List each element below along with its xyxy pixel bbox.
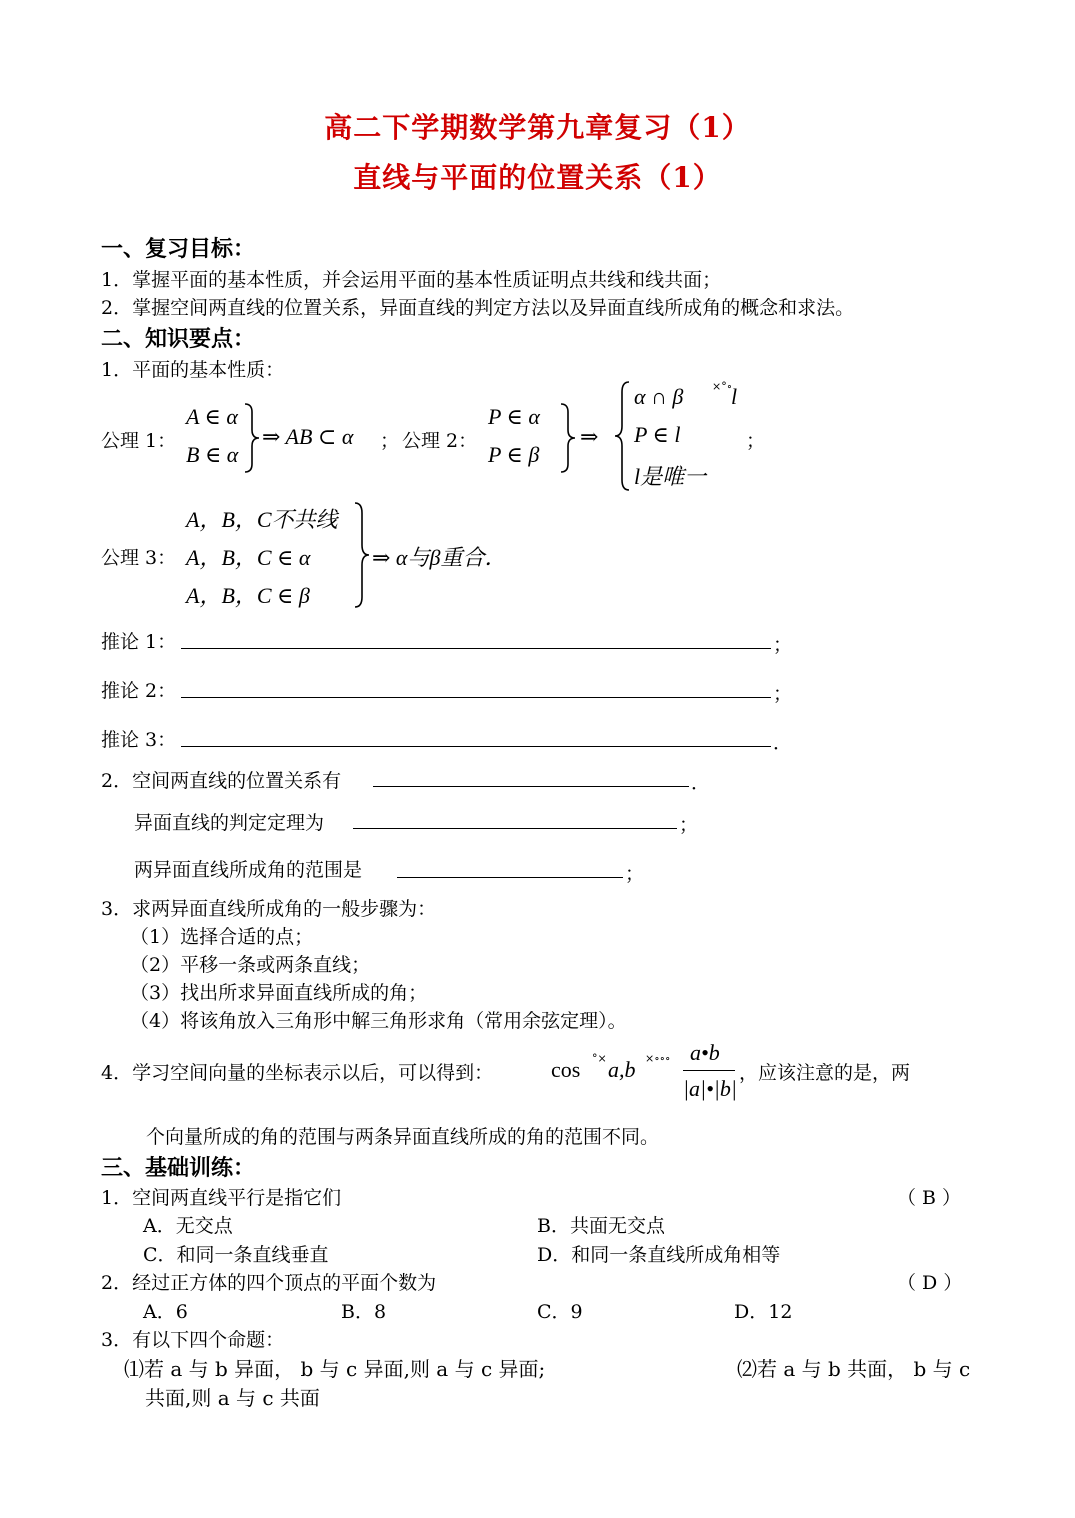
- section2-heading: 二、知识要点：: [101, 326, 256, 352]
- knowledge-item-3: 3．求两异面直线所成角的一般步骤为：: [101, 898, 437, 920]
- axiom3-label: 公理 3：: [101, 547, 177, 569]
- skew-theorem-end: ；: [679, 814, 699, 836]
- knowledge-item-2-end: ．: [691, 772, 711, 794]
- formula-fraction-bar: [683, 1070, 735, 1071]
- axiom3-result: ⇒ α与β重合．: [372, 545, 507, 570]
- knowledge-item-4-cont: 个向量所成的角的范围与两条异面直线所成的角的范围不同。: [146, 1126, 660, 1148]
- q1-stem: 1．空间两直线平行是指它们: [101, 1187, 342, 1209]
- line-relation-blank[interactable]: [373, 786, 689, 787]
- goal-1: 1．掌握平面的基本性质，并会运用平面的基本性质证明点共线和线共面；: [101, 269, 722, 291]
- axiom1-result: ⇒ AB ⊂ α: [262, 424, 354, 449]
- formula-numerator: a•b: [690, 1040, 720, 1065]
- axiom2-intersection: α ∩ β: [634, 384, 684, 409]
- knowledge-item-4-suffix: ，应该注意的是，两: [739, 1062, 911, 1084]
- step-2: （2）平移一条或两条直线；: [130, 954, 371, 976]
- axiom1-brace: [242, 402, 262, 474]
- axiom1-line2: B ∈ α: [186, 442, 239, 467]
- q3-proposition-1: ⑴若 a 与 b 异面， b 与 c 异面,则 a 与 c 异面;: [124, 1357, 546, 1381]
- axiom1-separator: ；: [380, 430, 400, 452]
- garbled-equals-icon: ×°∘: [712, 380, 733, 393]
- q2-option-a[interactable]: A．6: [143, 1301, 188, 1323]
- step-4: （4）将该角放入三角形中解三角形求角（常用余弦定理）。: [130, 1010, 627, 1032]
- section3-heading: 三、基础训练：: [101, 1155, 256, 1181]
- corollary2-label: 推论 2：: [101, 680, 177, 702]
- q1-option-a[interactable]: A．无交点: [143, 1215, 233, 1237]
- corollary1-label: 推论 1：: [101, 631, 177, 653]
- corollary2-blank[interactable]: [181, 697, 771, 698]
- axiom3-brace: [352, 501, 372, 609]
- page-title: 高二下学期数学第九章复习（1）: [324, 111, 751, 144]
- section1-heading: 一、复习目标：: [101, 236, 256, 262]
- axiom2-label: 公理 2：: [402, 430, 478, 452]
- q3-proposition-2: ⑵若 a 与 b 共面， b 与 c: [737, 1357, 971, 1381]
- knowledge-item-2: 2．空间两直线的位置关系有: [101, 770, 342, 792]
- axiom2-unique: l是唯一: [634, 464, 707, 489]
- corollary1-blank[interactable]: [181, 648, 771, 649]
- axiom2-end: ；: [746, 430, 766, 452]
- goal-2: 2．掌握空间两直线的位置关系，异面直线的判定方法以及异面直线所成角的概念和求法。: [101, 297, 855, 319]
- q3-proposition-2-cont: 共面,则 a 与 c 共面: [145, 1386, 320, 1410]
- axiom2-p-in-l: P ∈ l: [634, 422, 681, 447]
- corollary3-label: 推论 3：: [101, 729, 177, 751]
- q3-stem: 3．有以下四个命题：: [101, 1329, 285, 1351]
- axiom3-line1: A，B，C不共线: [186, 507, 338, 532]
- axiom2-line-l: l: [731, 384, 738, 409]
- axiom2-line1: P ∈ α: [488, 404, 540, 429]
- axiom3-line3: A，B，C ∈ β: [186, 583, 310, 608]
- axiom1-line1: A ∈ α: [186, 404, 238, 429]
- garbled-bracket-icon: °×: [592, 1052, 607, 1065]
- axiom2-arrow: ⇒: [580, 424, 599, 449]
- corollary3-end: ．: [773, 732, 793, 754]
- formula-vectors: a,b: [608, 1057, 636, 1082]
- q1-option-d[interactable]: D．和同一条直线所成角相等: [537, 1244, 781, 1266]
- axiom2-line2: P ∈ β: [488, 442, 540, 467]
- page-subtitle: 直线与平面的位置关系（1）: [353, 161, 722, 194]
- axiom1-label: 公理 1：: [101, 430, 177, 452]
- q1-option-b[interactable]: B．共面无交点: [537, 1215, 665, 1237]
- axiom3-line2: A，B，C ∈ α: [186, 545, 311, 570]
- corollary1-end: ；: [773, 634, 793, 656]
- step-1: （1）选择合适的点；: [130, 926, 314, 948]
- q2-option-b[interactable]: B．8: [341, 1301, 387, 1323]
- q2-stem: 2．经过正方体的四个顶点的平面个数为: [101, 1272, 437, 1294]
- corollary2-end: ；: [773, 683, 793, 705]
- q2-answer: （ D ）: [897, 1272, 963, 1294]
- angle-range-blank[interactable]: [397, 877, 623, 878]
- formula-denominator: |a|•|b|: [683, 1076, 737, 1101]
- axiom2-brace-left: [612, 380, 632, 492]
- knowledge-item-1: 1．平面的基本性质：: [101, 359, 285, 381]
- skew-theorem-label: 异面直线的判定定理为: [134, 812, 325, 834]
- angle-range-label: 两异面直线所成角的范围是: [134, 859, 363, 881]
- skew-theorem-blank[interactable]: [353, 828, 677, 829]
- corollary3-blank[interactable]: [181, 746, 771, 747]
- q2-option-c[interactable]: C．9: [537, 1301, 583, 1323]
- garbled-equals-icon-2: ×∘∘∘: [645, 1052, 671, 1065]
- knowledge-item-4: 4．学习空间向量的坐标表示以后，可以得到：: [101, 1062, 494, 1084]
- q1-answer: （ B ）: [897, 1187, 962, 1209]
- q2-option-d[interactable]: D．12: [734, 1301, 793, 1323]
- formula-cos: cos: [551, 1057, 581, 1082]
- angle-range-end: ；: [625, 863, 645, 885]
- q1-option-c[interactable]: C．和同一条直线垂直: [143, 1244, 329, 1266]
- axiom2-brace-right: [558, 402, 578, 474]
- step-3: （3）找出所求异面直线所成的角；: [130, 982, 428, 1004]
